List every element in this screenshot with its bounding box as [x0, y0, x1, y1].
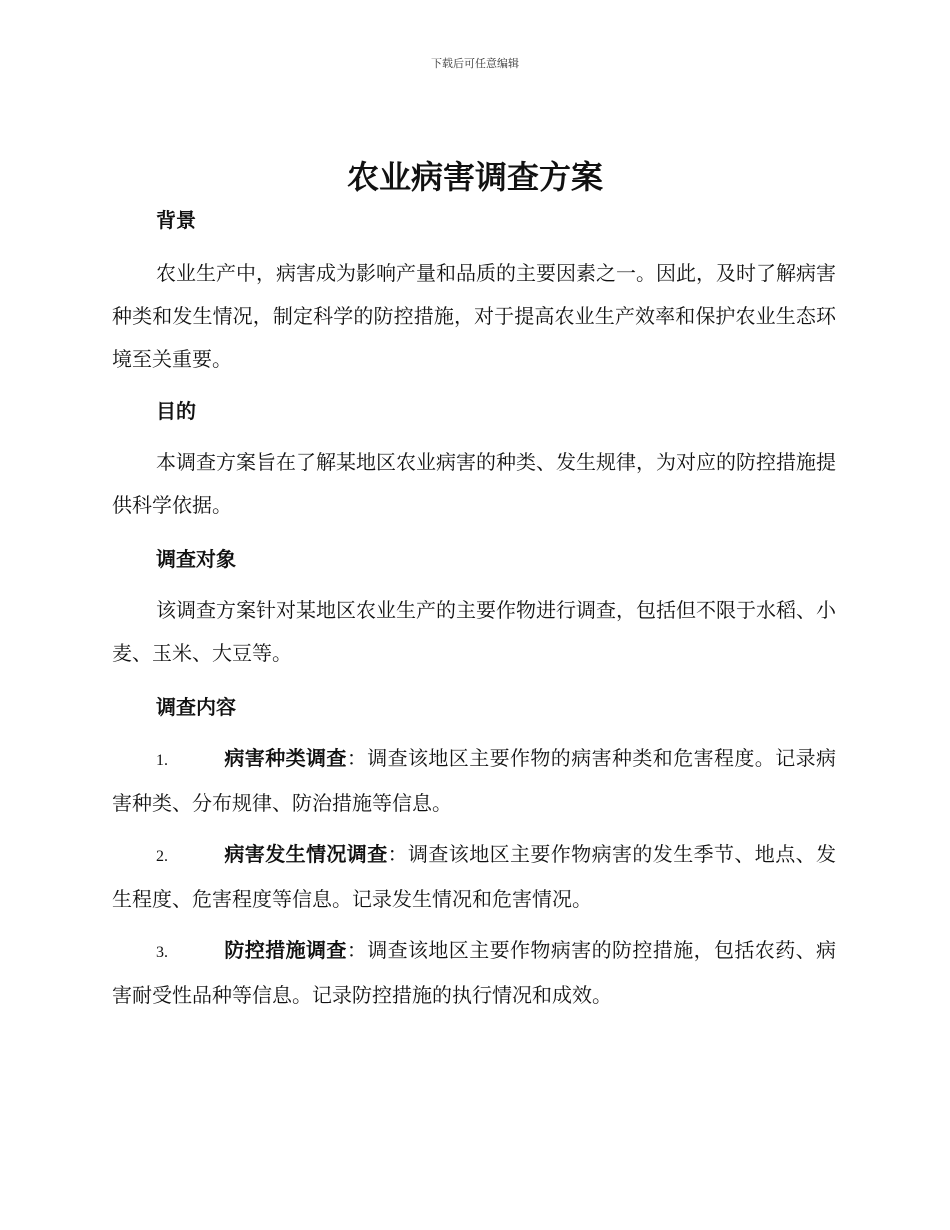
section-heading-background: 背景: [156, 208, 196, 232]
section-text-purpose: 本调查方案旨在了解某地区农业病害的种类、发生规律，为对应的防控措施提供科学依据。: [112, 450, 836, 517]
list-item-number: 3.: [156, 944, 168, 961]
section-text-subject: 该调查方案针对某地区农业生产的主要作物进行调查，包括但不限于水稻、小麦、玉米、大豆等。: [112, 598, 836, 665]
section-text-background: 农业生产中，病害成为影响产量和品质的主要因素之一。因此，及时了解病害种类和发生情况，制定科学的防控措施，对于提高农业生产效率和保护农业生态环境至关重要。: [112, 261, 836, 371]
document-body: [112, 198, 836, 1017]
list-item-text: ：调查该地区主要作物的病害种类和危害程度。记录病害种类、分布规律、防治措施等信息。: [112, 746, 837, 815]
list-item-text: ：调查该地区主要作物病害的发生季节、地点、发生程度、危害程度等信息。记录发生情况和危害情况。: [112, 842, 837, 911]
list-item-title: 病害发生情况调查: [224, 842, 388, 866]
document-title: 农业病害调查方案: [346, 158, 603, 196]
list-item: [112, 737, 836, 825]
list-item-number: 2.: [156, 848, 168, 865]
list-item: [112, 929, 836, 1017]
list-item: [112, 833, 836, 921]
list-item-title: 病害种类调查: [224, 746, 347, 770]
section-heading-subject: 调查对象: [156, 547, 236, 571]
section-heading-content: 调查内容: [156, 695, 236, 719]
list-item-text: ：调查该地区主要作物病害的防控措施，包括农药、病害耐受性品种等信息。记录防控措施的执行情况和成效。: [112, 938, 837, 1007]
list-item-title: 防控措施调查: [224, 938, 347, 962]
section-heading-purpose: 目的: [156, 399, 196, 423]
list-item-number: 1.: [156, 752, 168, 769]
header-note: 下载后可任意编辑: [431, 57, 519, 70]
